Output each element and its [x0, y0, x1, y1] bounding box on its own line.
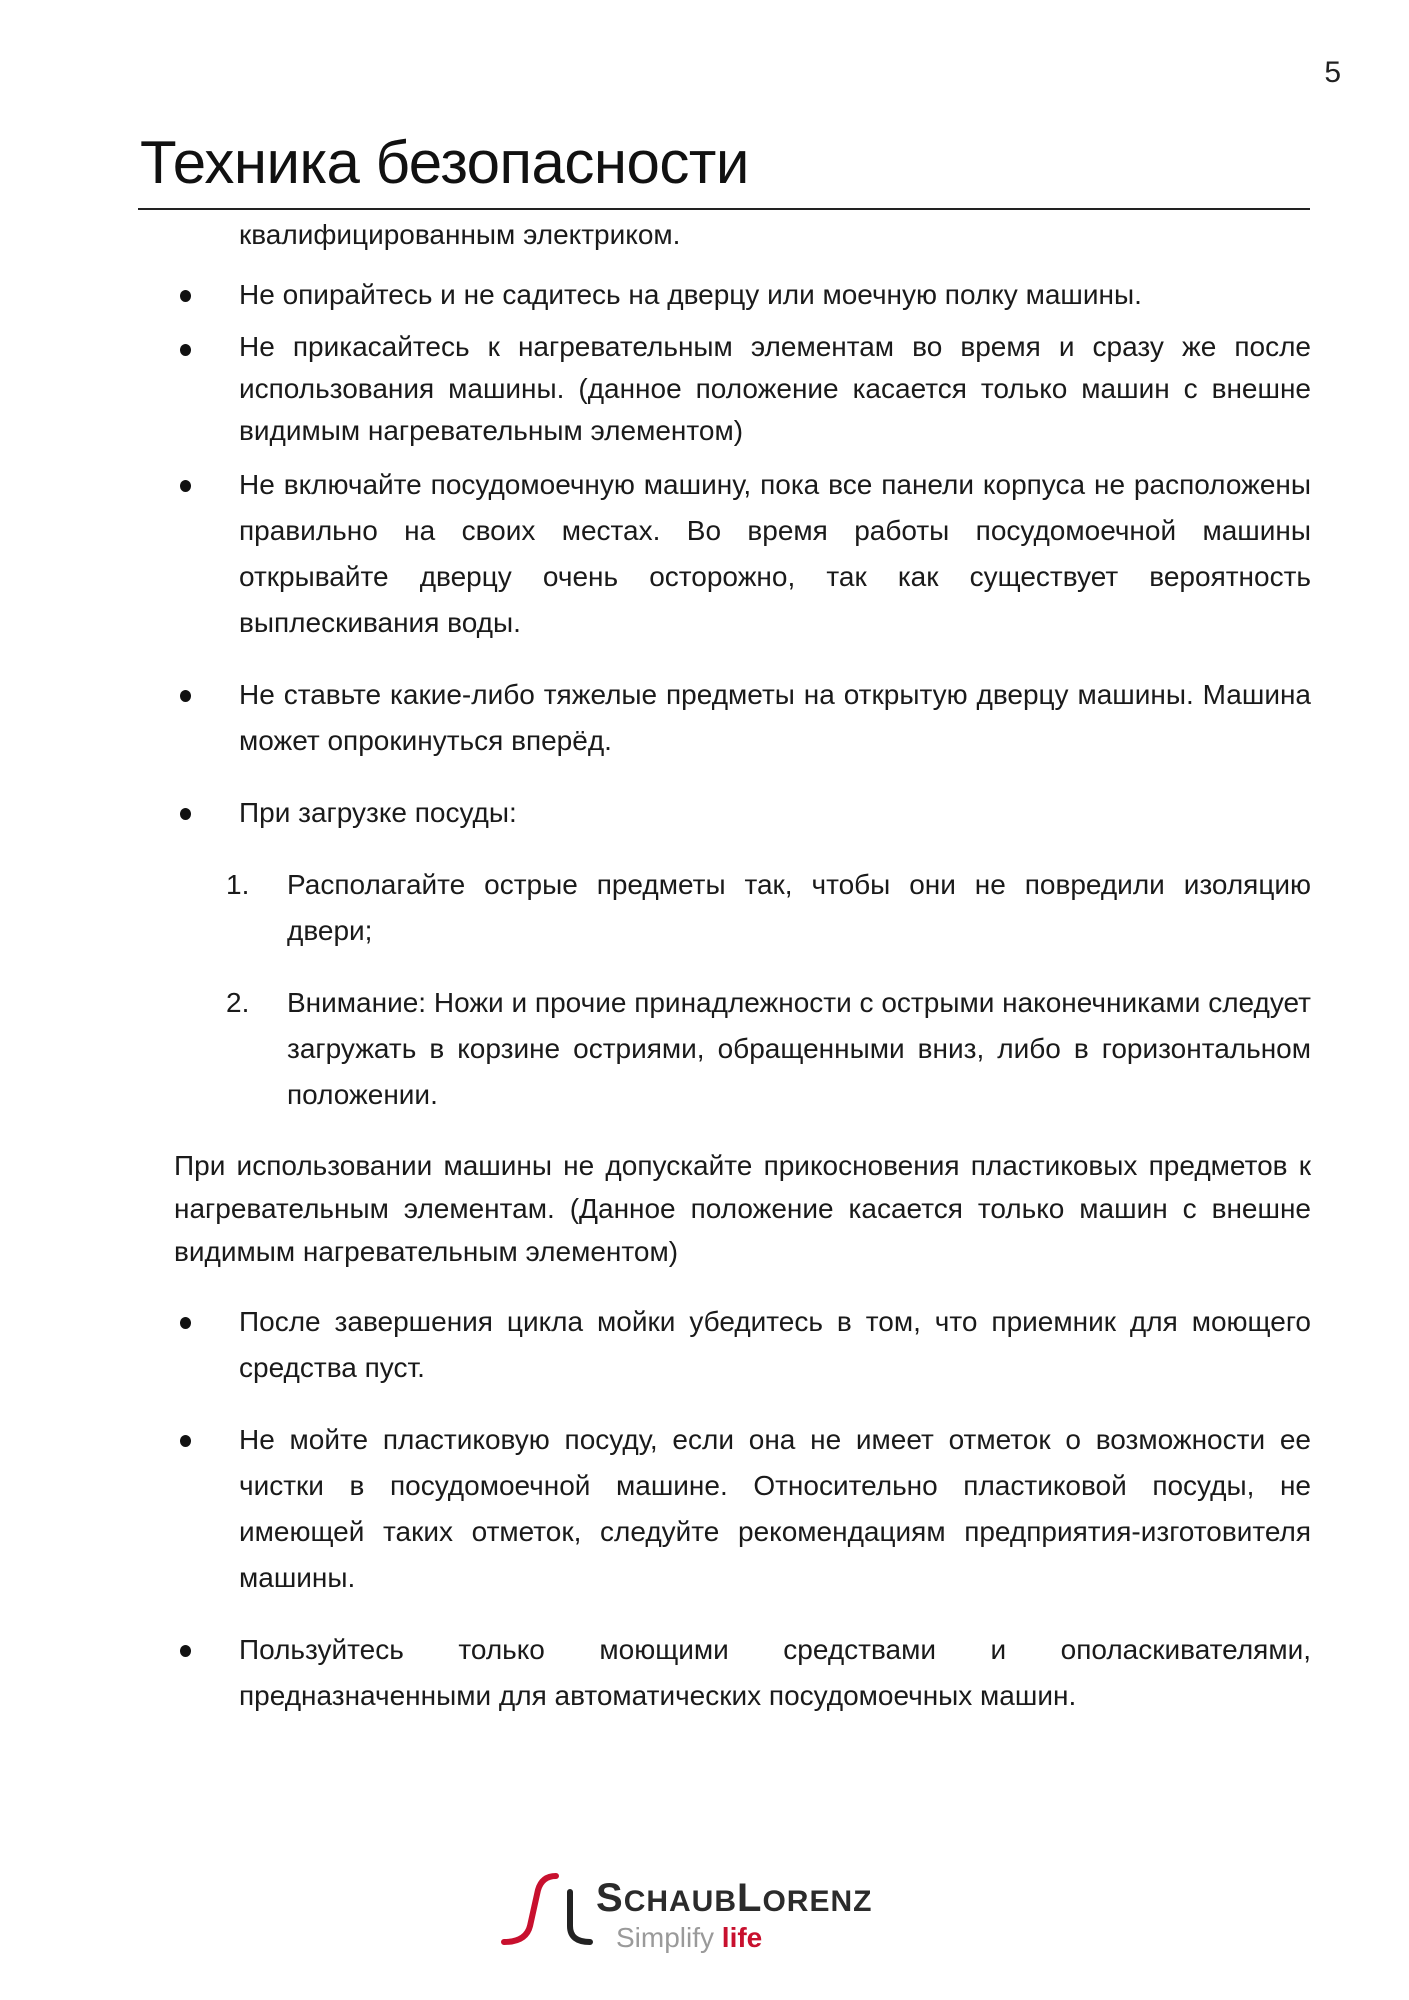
- bullet-item: [176, 672, 1311, 764]
- page-number: 5: [1324, 56, 1341, 89]
- bullet-icon: [180, 1435, 191, 1447]
- schaub-lorenz-logo-mark-icon: [500, 1866, 610, 1956]
- bullet-text: Не прикасайтесь к нагревательным элементам во время и сразу же после использования машины. (данное положение касается только машин с внешне видимым нагревательным элементом): [239, 331, 1311, 446]
- bullet-text: Не ставьте какие-либо тяжелые предметы на открытую дверцу машины. Машина может опрокинуться вперёд.: [239, 679, 1311, 756]
- bullet-icon: [180, 290, 191, 302]
- brand-tagline: Simplify life: [616, 1922, 763, 1953]
- bullet-item: [176, 1299, 1311, 1391]
- page-title: Техника безопасности: [140, 129, 749, 196]
- document-body: [176, 212, 1311, 1719]
- bullet-item: [176, 326, 1311, 452]
- bullet-text: Пользуйтесь только моющими средствами и ополаскивателями, предназначенными для автоматических посудомоечных машин.: [239, 1634, 1311, 1711]
- bullet-icon: [180, 1645, 191, 1657]
- bullet-icon: [180, 690, 191, 702]
- bullet-item: [176, 462, 1311, 646]
- item-number: 2.: [226, 987, 250, 1018]
- bullet-icon: [180, 808, 191, 820]
- brand-name: SCHAUBLORENZ: [596, 1876, 873, 1920]
- continuation-text: квалифицированным электриком.: [239, 219, 681, 250]
- warning-paragraph: При использовании машины не допускайте прикосновения пластиковых предметов к нагревательным элементам. (Данное положение касается только машин с внешне видимым нагревательным элементом): [174, 1150, 1311, 1267]
- numbered-item: [176, 862, 1311, 954]
- bullet-item: [176, 790, 1311, 836]
- bullet-icon: [180, 480, 191, 492]
- title-divider: [138, 208, 1310, 210]
- numbered-text: Располагайте острые предметы так, чтобы они не повредили изоляцию двери;: [287, 869, 1311, 946]
- bullet-icon: [180, 1317, 191, 1329]
- bullet-text: После завершения цикла мойки убедитесь в том, что приемник для моющего средства пуст.: [239, 1306, 1311, 1383]
- bullet-icon: [180, 344, 191, 356]
- bullet-item: [176, 1417, 1311, 1601]
- item-number: 1.: [226, 869, 250, 900]
- numbered-item: [176, 980, 1311, 1118]
- bullet-item: [176, 272, 1311, 318]
- bullet-text: Не опирайтесь и не садитесь на дверцу или моечную полку машины.: [239, 279, 1142, 310]
- bullet-text: Не включайте посудомоечную машину, пока все панели корпуса не расположены правильно на своих местах. Во время работы посудомоечной машины открывайте дверцу очень осторожно, так как существует вероятность выплескивания воды.: [239, 469, 1311, 638]
- bullet-text: При загрузке посуды:: [239, 797, 517, 828]
- bullet-text: Не мойте пластиковую посуду, если она не имеет отметок о возможности ее чистки в посудомоечной машине. Относительно пластиковой посуды, не имеющей таких отметок, следуйте рекомендациям предприятия-изготовителя машины.: [239, 1424, 1311, 1593]
- numbered-text: Внимание: Ножи и прочие принадлежности с острыми наконечниками следует загружать в корзине остриями, обращенными вниз, либо в горизонтальном положении.: [287, 987, 1311, 1110]
- footer-logo: [500, 1866, 920, 1966]
- bullet-item: [176, 1627, 1311, 1719]
